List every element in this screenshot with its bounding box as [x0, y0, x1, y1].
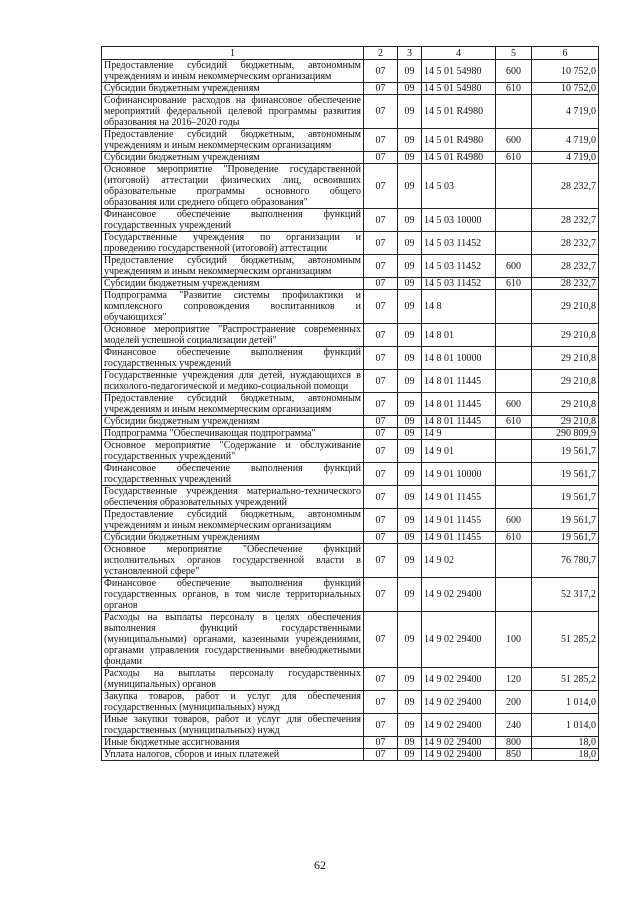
row-section: 07	[364, 209, 398, 232]
row-name: Предоставление субсидий бюджетным, автономным учреждениям и иным некоммерческим организациям	[102, 393, 364, 416]
row-section: 07	[364, 428, 398, 440]
row-target-article: 14 9 01 10000	[422, 463, 496, 486]
row-subsection: 09	[398, 544, 422, 578]
row-name: Государственные учреждения по организации и проведению государственной (итоговой) аттестации	[102, 232, 364, 255]
table-row	[102, 324, 599, 347]
row-subsection: 09	[398, 463, 422, 486]
row-name: Подпрограмма "Развитие системы профилактики и комплексного сопровождения воспитанников и обучающихся"	[102, 290, 364, 324]
table-row	[102, 714, 599, 737]
row-subsection: 09	[398, 255, 422, 278]
row-name: Предоставление субсидий бюджетным, автономным учреждениям и иным некоммерческим организациям	[102, 129, 364, 152]
table-row	[102, 532, 599, 544]
row-subsection: 09	[398, 486, 422, 509]
row-amount: 29 210,8	[532, 370, 599, 393]
row-subsection: 09	[398, 347, 422, 370]
row-amount: 1 014,0	[532, 691, 599, 714]
row-target-article: 14 9 02 29400	[422, 691, 496, 714]
row-section: 07	[364, 324, 398, 347]
row-target-article: 14 9 02 29400	[422, 578, 496, 612]
row-name: Финансовое обеспечение выполнения функций государственных органов, в том числе территориальных органов	[102, 578, 364, 612]
row-section: 07	[364, 463, 398, 486]
row-section: 07	[364, 509, 398, 532]
row-target-article: 14 9 02 29400	[422, 749, 496, 761]
row-subsection: 09	[398, 612, 422, 668]
row-target-article: 14 8 01 10000	[422, 347, 496, 370]
row-amount: 10 752,0	[532, 83, 599, 95]
table-row	[102, 393, 599, 416]
row-target-article: 14 9 02 29400	[422, 612, 496, 668]
header-cell: 4	[422, 47, 496, 60]
row-target-article: 14 9 02	[422, 544, 496, 578]
row-target-article: 14 9 02 29400	[422, 737, 496, 749]
row-amount: 10 752,0	[532, 60, 599, 83]
row-expense-type: 600	[496, 129, 532, 152]
row-subsection: 09	[398, 129, 422, 152]
row-section: 07	[364, 544, 398, 578]
row-expense-type: 610	[496, 532, 532, 544]
table-row	[102, 749, 599, 761]
row-target-article: 14 5 01 R4980	[422, 152, 496, 164]
row-expense-type	[496, 463, 532, 486]
row-section: 07	[364, 83, 398, 95]
row-expense-type	[496, 578, 532, 612]
row-expense-type: 610	[496, 278, 532, 290]
row-section: 07	[364, 347, 398, 370]
row-expense-type	[496, 95, 532, 129]
row-section: 07	[364, 749, 398, 761]
row-expense-type: 610	[496, 152, 532, 164]
table-row	[102, 347, 599, 370]
row-name: Предоставление субсидий бюджетным, автономным учреждениям и иным некоммерческим организациям	[102, 509, 364, 532]
row-subsection: 09	[398, 749, 422, 761]
row-expense-type: 850	[496, 749, 532, 761]
row-subsection: 09	[398, 714, 422, 737]
table-header-row	[102, 47, 599, 60]
table-row	[102, 509, 599, 532]
row-expense-type	[496, 290, 532, 324]
row-target-article: 14 5 01 54980	[422, 83, 496, 95]
row-expense-type	[496, 324, 532, 347]
row-subsection: 09	[398, 532, 422, 544]
row-section: 07	[364, 278, 398, 290]
row-name: Закупка товаров, работ и услуг для обеспечения государственных (муниципальных) нужд	[102, 691, 364, 714]
table-row	[102, 691, 599, 714]
row-amount: 19 561,7	[532, 532, 599, 544]
row-subsection: 09	[398, 509, 422, 532]
row-name: Подпрограмма "Обеспечивающая подпрограмма"	[102, 428, 364, 440]
row-expense-type	[496, 347, 532, 370]
table-row	[102, 440, 599, 463]
page-number: 62	[314, 858, 326, 872]
row-amount: 1 014,0	[532, 714, 599, 737]
row-expense-type	[496, 428, 532, 440]
row-target-article: 14 5 03 10000	[422, 209, 496, 232]
row-target-article: 14 9 02 29400	[422, 668, 496, 691]
table-row	[102, 60, 599, 83]
row-name: Предоставление субсидий бюджетным, автономным учреждениям и иным некоммерческим организациям	[102, 60, 364, 83]
row-target-article: 14 9	[422, 428, 496, 440]
row-amount: 19 561,7	[532, 463, 599, 486]
row-section: 07	[364, 668, 398, 691]
row-target-article: 14 8	[422, 290, 496, 324]
row-amount: 19 561,7	[532, 486, 599, 509]
row-expense-type	[496, 544, 532, 578]
header-cell: 3	[398, 47, 422, 60]
row-target-article: 14 5 03	[422, 164, 496, 209]
row-amount: 4 719,0	[532, 129, 599, 152]
row-amount: 19 561,7	[532, 440, 599, 463]
row-section: 07	[364, 255, 398, 278]
row-name: Расходы на выплаты персоналу государственных (муниципальных) органов	[102, 668, 364, 691]
row-name: Субсидии бюджетным учреждениям	[102, 278, 364, 290]
row-amount: 76 780,7	[532, 544, 599, 578]
row-name: Предоставление субсидий бюджетным, автономным учреждениям и иным некоммерческим организациям	[102, 255, 364, 278]
row-subsection: 09	[398, 428, 422, 440]
row-name: Основное мероприятие "Распространение современных моделей успешной социализации детей"	[102, 324, 364, 347]
table-row	[102, 95, 599, 129]
row-section: 07	[364, 737, 398, 749]
row-name: Государственные учреждения для детей, нуждающихся в психолого-педагогической и медико-социальной помощи	[102, 370, 364, 393]
row-subsection: 09	[398, 209, 422, 232]
row-amount: 51 285,2	[532, 612, 599, 668]
table-row	[102, 612, 599, 668]
row-expense-type	[496, 370, 532, 393]
table-row	[102, 737, 599, 749]
row-target-article: 14 8 01 11445	[422, 370, 496, 393]
row-subsection: 09	[398, 440, 422, 463]
row-section: 07	[364, 370, 398, 393]
row-name: Основное мероприятие "Проведение государственной (итоговой) аттестации физических лиц, освоивших образовательные программы основного общего образования или среднего общего образования"	[102, 164, 364, 209]
row-name: Государственные учреждения материально-технического обеспечения образовательных учреждений	[102, 486, 364, 509]
row-section: 07	[364, 393, 398, 416]
row-name: Софинансирование расходов на финансовое обеспечение мероприятий федеральной целевой программы развития образования на 2016–2020 годы	[102, 95, 364, 129]
row-name: Субсидии бюджетным учреждениям	[102, 152, 364, 164]
row-expense-type: 200	[496, 691, 532, 714]
row-section: 07	[364, 232, 398, 255]
header-cell: 1	[102, 47, 364, 60]
row-expense-type	[496, 232, 532, 255]
table-row	[102, 129, 599, 152]
row-amount: 18,0	[532, 749, 599, 761]
row-amount: 29 210,8	[532, 347, 599, 370]
header-cell: 6	[532, 47, 599, 60]
row-expense-type	[496, 164, 532, 209]
row-name: Субсидии бюджетным учреждениям	[102, 83, 364, 95]
row-subsection: 09	[398, 416, 422, 428]
row-section: 07	[364, 60, 398, 83]
budget-table	[101, 46, 599, 761]
table-row	[102, 255, 599, 278]
row-target-article: 14 8 01	[422, 324, 496, 347]
header-cell: 2	[364, 47, 398, 60]
row-target-article: 14 5 01 R4980	[422, 95, 496, 129]
row-amount: 29 210,8	[532, 290, 599, 324]
row-name: Субсидии бюджетным учреждениям	[102, 416, 364, 428]
row-target-article: 14 5 03 11452	[422, 255, 496, 278]
row-amount: 29 210,8	[532, 393, 599, 416]
row-target-article: 14 9 01 11455	[422, 486, 496, 509]
row-section: 07	[364, 486, 398, 509]
row-name: Иные закупки товаров, работ и услуг для обеспечения государственных (муниципальных) нужд	[102, 714, 364, 737]
row-name: Основное мероприятие "Содержание и обслуживание государственных учреждений"	[102, 440, 364, 463]
row-expense-type: 610	[496, 416, 532, 428]
row-amount: 4 719,0	[532, 95, 599, 129]
row-name: Расходы на выплаты персоналу в целях обеспечения выполнения функций государственными (муниципальными) органами, казенными учреждениями, органами управления государственными внебюджетными фондами	[102, 612, 364, 668]
table-row	[102, 232, 599, 255]
row-section: 07	[364, 691, 398, 714]
row-section: 07	[364, 714, 398, 737]
row-subsection: 09	[398, 164, 422, 209]
row-name: Иные бюджетные ассигнования	[102, 737, 364, 749]
table-row	[102, 668, 599, 691]
row-expense-type: 240	[496, 714, 532, 737]
row-subsection: 09	[398, 83, 422, 95]
row-expense-type: 600	[496, 60, 532, 83]
row-name: Основное мероприятие "Обеспечение функций исполнительных органов государственной власти в установленной сфере"	[102, 544, 364, 578]
row-amount: 52 317,2	[532, 578, 599, 612]
row-expense-type	[496, 209, 532, 232]
row-target-article: 14 9 01 11455	[422, 532, 496, 544]
table-row	[102, 164, 599, 209]
row-amount: 28 232,7	[532, 278, 599, 290]
row-amount: 29 210,8	[532, 416, 599, 428]
table-row	[102, 278, 599, 290]
row-target-article: 14 8 01 11445	[422, 416, 496, 428]
table-row	[102, 544, 599, 578]
row-section: 07	[364, 532, 398, 544]
row-name: Финансовое обеспечение выполнения функций государственных учреждений	[102, 347, 364, 370]
row-expense-type	[496, 440, 532, 463]
row-amount: 29 210,8	[532, 324, 599, 347]
row-target-article: 14 5 03 11452	[422, 278, 496, 290]
row-amount: 18,0	[532, 737, 599, 749]
row-target-article: 14 5 01 R4980	[422, 129, 496, 152]
row-section: 07	[364, 440, 398, 463]
table-row	[102, 290, 599, 324]
row-subsection: 09	[398, 393, 422, 416]
table-row	[102, 428, 599, 440]
row-target-article: 14 9 02 29400	[422, 714, 496, 737]
row-subsection: 09	[398, 60, 422, 83]
row-amount: 19 561,7	[532, 509, 599, 532]
row-amount: 28 232,7	[532, 209, 599, 232]
row-section: 07	[364, 152, 398, 164]
row-subsection: 09	[398, 578, 422, 612]
row-subsection: 09	[398, 668, 422, 691]
table-row	[102, 416, 599, 428]
row-section: 07	[364, 129, 398, 152]
row-subsection: 09	[398, 95, 422, 129]
row-amount: 28 232,7	[532, 164, 599, 209]
row-subsection: 09	[398, 232, 422, 255]
table-row	[102, 370, 599, 393]
row-subsection: 09	[398, 370, 422, 393]
table-row	[102, 463, 599, 486]
row-name: Субсидии бюджетным учреждениям	[102, 532, 364, 544]
row-section: 07	[364, 416, 398, 428]
row-expense-type: 120	[496, 668, 532, 691]
row-amount: 28 232,7	[532, 255, 599, 278]
row-subsection: 09	[398, 737, 422, 749]
row-section: 07	[364, 578, 398, 612]
row-expense-type: 610	[496, 83, 532, 95]
table-row	[102, 152, 599, 164]
row-target-article: 14 9 01	[422, 440, 496, 463]
row-expense-type: 600	[496, 255, 532, 278]
row-subsection: 09	[398, 324, 422, 347]
row-name: Финансовое обеспечение выполнения функций государственных учреждений	[102, 463, 364, 486]
table-row	[102, 209, 599, 232]
row-section: 07	[364, 164, 398, 209]
row-expense-type: 100	[496, 612, 532, 668]
row-amount: 4 719,0	[532, 152, 599, 164]
row-subsection: 09	[398, 290, 422, 324]
row-target-article: 14 5 03 11452	[422, 232, 496, 255]
row-name: Финансовое обеспечение выполнения функций государственных учреждений	[102, 209, 364, 232]
row-target-article: 14 5 01 54980	[422, 60, 496, 83]
row-name: Уплата налогов, сборов и иных платежей	[102, 749, 364, 761]
row-expense-type: 600	[496, 393, 532, 416]
row-expense-type	[496, 486, 532, 509]
row-amount: 28 232,7	[532, 232, 599, 255]
row-amount: 51 285,2	[532, 668, 599, 691]
row-expense-type: 800	[496, 737, 532, 749]
row-target-article: 14 8 01 11445	[422, 393, 496, 416]
row-section: 07	[364, 95, 398, 129]
header-cell: 5	[496, 47, 532, 60]
row-subsection: 09	[398, 278, 422, 290]
row-subsection: 09	[398, 691, 422, 714]
row-section: 07	[364, 612, 398, 668]
row-amount: 290 809,9	[532, 428, 599, 440]
row-subsection: 09	[398, 152, 422, 164]
table-row	[102, 83, 599, 95]
row-section: 07	[364, 290, 398, 324]
row-target-article: 14 9 01 11455	[422, 509, 496, 532]
table-row	[102, 578, 599, 612]
table-row	[102, 486, 599, 509]
row-expense-type: 600	[496, 509, 532, 532]
